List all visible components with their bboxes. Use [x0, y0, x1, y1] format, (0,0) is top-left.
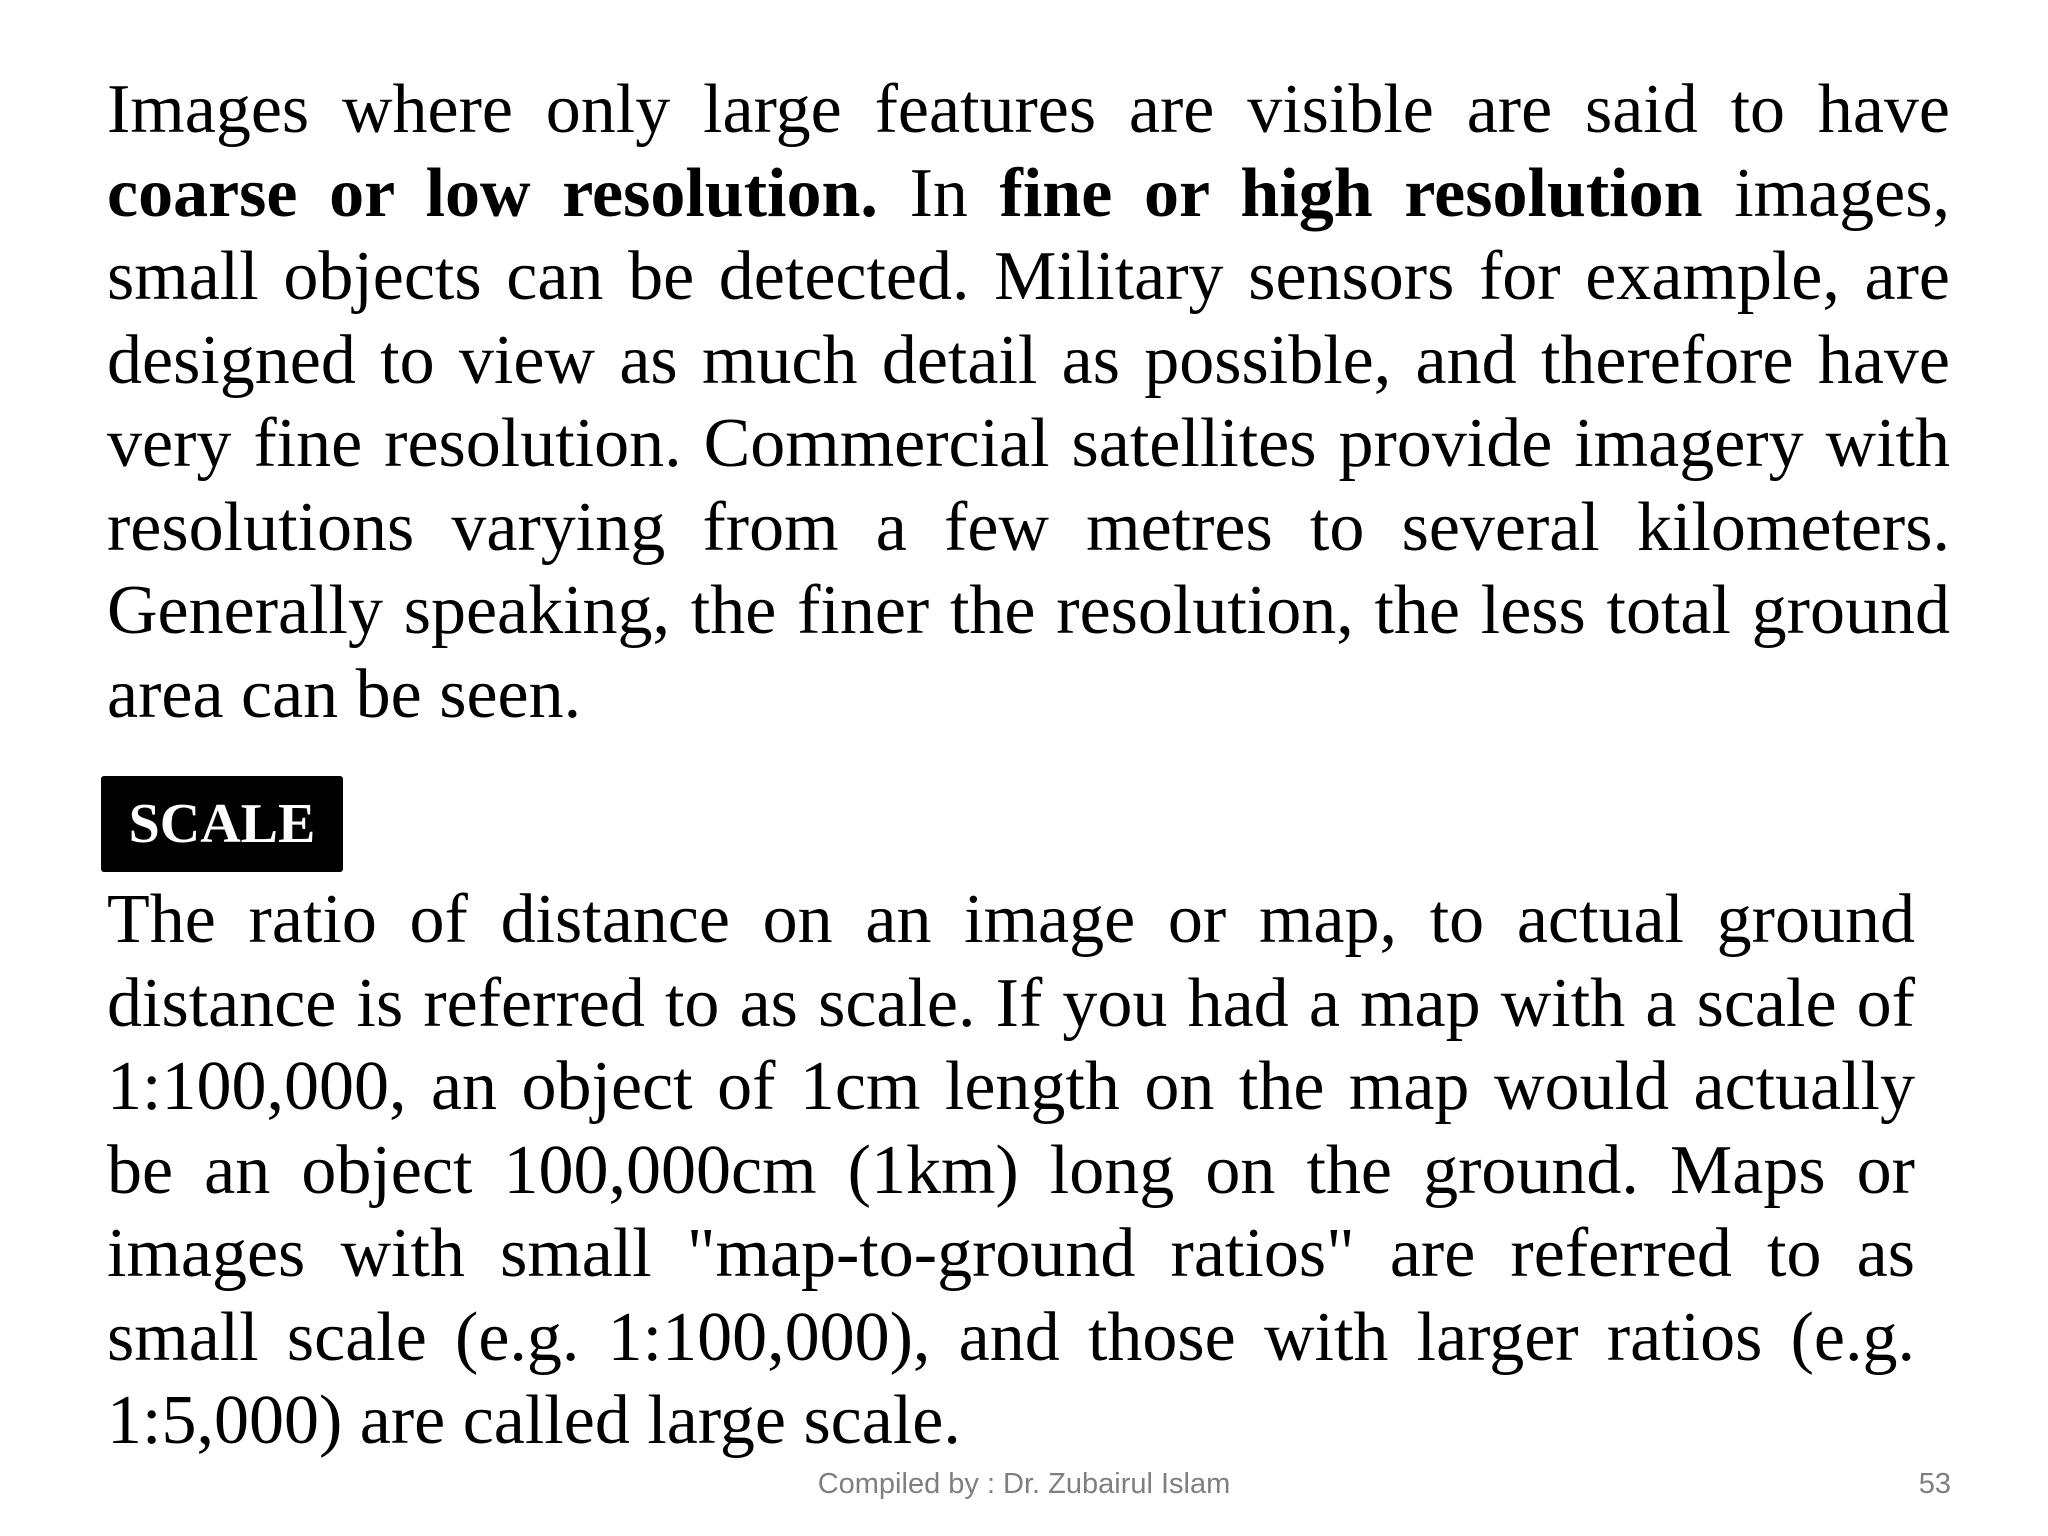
scale-paragraph: The ratio of distance on an image or map, to actual ground distance is referred to as scale. If you had a map with a scale of 1:100,000, an object of 1cm length on the map would actually be an object 100,000cm (1km) long on the ground. Maps or images with small "map-to-ground ratios" are referred to as small scale (e.g. 1:100,000), and those with larger ratios (e.g. 1:5,000) are called large scale.	[107, 881, 1915, 1459]
resolution-mid-text: In	[909, 154, 968, 232]
resolution-intro-text: Images where only large features are visible are said to have	[107, 71, 1950, 148]
footer-credit: Compiled by : Dr. Zubairul Islam	[817, 1468, 1231, 1500]
page-number: 53	[1918, 1468, 1951, 1500]
fine-resolution-term: fine or high resolution	[999, 154, 1703, 232]
coarse-resolution-term: coarse or low resolution.	[107, 154, 878, 232]
resolution-paragraph	[107, 68, 1950, 736]
section-heading-scale: SCALE	[101, 776, 343, 872]
resolution-rest-text: images, small objects can be detected. Military sensors for example, are designed to view as much detail as possible, and therefore have very fine resolution. Commercial satellites provide imagery with resolutions varying from a few metres to several kilometers. Generally speaking, the finer the resolution, the less total ground area can be seen.	[107, 154, 1950, 733]
